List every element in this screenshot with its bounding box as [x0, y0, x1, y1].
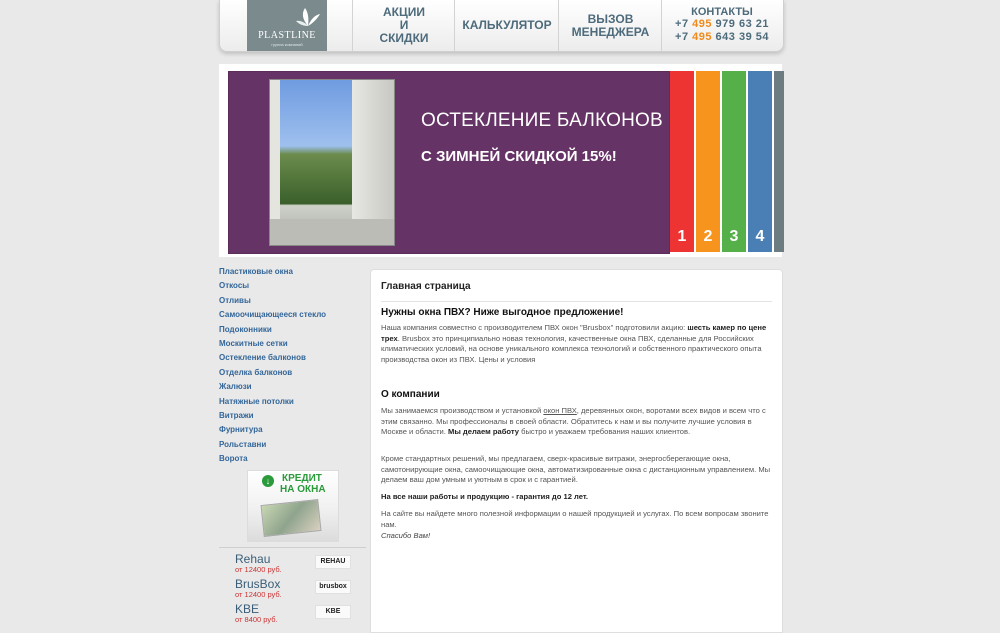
nav-promotions-line3: СКИДКИ [379, 31, 429, 45]
banner-subtitle: С ЗИМНЕЙ СКИДКОЙ 15%! [421, 148, 617, 165]
phone-1[interactable] [662, 18, 782, 31]
promo-slider [219, 64, 782, 257]
credit-banner[interactable] [247, 470, 339, 542]
slider-tab-3-label: 3 [729, 228, 739, 245]
brand-name: BrusBox [235, 577, 281, 591]
brand-item-brusbox[interactable] [219, 577, 366, 602]
banknotes-image [260, 499, 321, 537]
offer-heading: Нужны окна ПВХ? Ниже выгодное предложение! [381, 307, 624, 318]
sidebar-item-self-cleaning-glass[interactable]: Самоочищающееся стекло [219, 310, 327, 320]
sidebar-item-fittings[interactable]: Фурнитура [219, 425, 263, 435]
sidebar-item-drip-edges[interactable]: Отливы [219, 295, 251, 305]
sidebar-menu [219, 265, 366, 466]
brusbox-logo: brusbox [315, 580, 351, 594]
nav-call-manager-line2: МЕНЕДЖЕРА [571, 24, 650, 39]
phone-2-prefix: +7 [675, 31, 689, 43]
nav-calculator-label: КАЛЬКУЛЯТОР [462, 18, 552, 32]
slider-tab-1-label: 1 [677, 228, 687, 245]
sidebar-item-balcony-glazing[interactable]: Остекление балконов [219, 353, 306, 363]
arrow-down-icon: ↓ [262, 475, 274, 487]
kbe-logo: KBE [315, 605, 351, 619]
about-text-a: Мы занимаемся производством и установкой [381, 406, 544, 415]
about-text-bold: Мы делаем работу [448, 427, 520, 436]
sidebar-item-slopes[interactable]: Откосы [219, 281, 250, 291]
sidebar-item-stretch-ceilings[interactable]: Натяжные потолки [219, 396, 294, 406]
credit-line2: НА ОКНА [280, 484, 326, 495]
warranty-paragraph [381, 492, 773, 503]
brand-item-kbe[interactable] [219, 602, 366, 627]
about-paragraph [381, 406, 773, 438]
thanks-text: Спасибо Вам! [381, 531, 431, 540]
sidebar-item-balcony-finishing[interactable]: Отделка балконов [219, 367, 293, 377]
brand-name: Rehau [235, 552, 271, 566]
about-text-b: , деревянных окон, воротами всех видов и всем что с этим связанно. Мы профессионалы в своей области. Обратитесь к нам и вы получите лучшие условия в Москве и области. [381, 406, 766, 436]
sidebar-item-blinds[interactable]: Жалюзи [219, 382, 252, 392]
slider-tab-2-label: 2 [703, 228, 713, 245]
sidebar-divider [219, 547, 366, 548]
phone-2-code: 495 [692, 31, 712, 43]
nav-contacts[interactable] [661, 0, 782, 51]
about-text-d: быстро и уважаем требования наших клиентов. [519, 427, 691, 436]
balcony-photo [269, 79, 395, 246]
about-heading: О компании [381, 389, 440, 400]
slider-tab-edge [774, 71, 784, 252]
sidebar-item-plastic-windows[interactable]: Пластиковые окна [219, 267, 293, 276]
slider-tab-4[interactable] [748, 71, 772, 252]
solutions-paragraph: Кроме стандартных решений, мы предлагаем, сверх-красивые витражи, энергосберегающие окна, самотонирующие окна, самоочищающие окна, автоматизированные окна с дистанционным управлением. Мы делаем ваш дом умным и уютным в срок и с гарантией. [381, 454, 771, 484]
promo-banner[interactable] [228, 71, 670, 254]
offer-text-c: . Brusbox это принципиально новая технология, качественные окна ПВХ, сделанные для Российских климатических условий, на основе уникального комплекса технологий и собственного практического опыта производства окон из ПВХ. Цены и условия [381, 333, 762, 364]
brand-price: от 12400 руб. [235, 565, 282, 574]
rehau-logo: REHAU [315, 555, 351, 569]
slider-tab-2[interactable] [696, 71, 720, 252]
phone-1-number: 979 63 21 [715, 18, 769, 30]
nav-promotions[interactable] [352, 0, 455, 51]
slider-tab-3[interactable] [722, 71, 746, 252]
sidebar-item-roller-shutters[interactable]: Рольставни [219, 439, 267, 449]
credit-line1: КРЕДИТ [282, 473, 322, 484]
banner-title: ОСТЕКЛЕНИЕ БАЛКОНОВ [421, 110, 663, 131]
leaf-logo-icon [295, 4, 321, 28]
thanks-paragraph [381, 531, 773, 542]
logo-brand: PLASTLINE [258, 30, 316, 41]
nav-call-manager[interactable] [558, 0, 662, 51]
nav-promotions-line2: И [399, 18, 409, 32]
page-title: Главная страница [381, 281, 471, 292]
brand-list [219, 552, 366, 627]
slider-tabs [668, 71, 784, 252]
phone-2[interactable] [662, 31, 782, 44]
brand-price: от 8400 руб. [235, 615, 278, 624]
offer-paragraph [381, 323, 773, 365]
top-navigation [219, 0, 784, 52]
brand-price: от 12400 руб. [235, 590, 282, 599]
sidebar-item-mosquito-nets[interactable]: Москитные сетки [219, 338, 288, 348]
window-sill [270, 219, 394, 245]
phone-2-number: 643 39 54 [715, 31, 769, 43]
brand-name: KBE [235, 602, 260, 616]
warranty-text: На все наши работы и продукцию - гарантия до 12 лет. [381, 492, 589, 501]
nav-call-manager-line1: ВЫЗОВ [587, 11, 634, 26]
sidebar-item-stained-glass[interactable]: Витражи [219, 410, 254, 420]
logo-subtitle: группа компаний [271, 42, 303, 47]
offer-text-bold: шесть камер по цене трех [381, 323, 767, 343]
offer-text-a: Наша компания совместно с производителем ПВХ окон "Brusbox" подготовили акцию: [381, 323, 688, 332]
phone-1-prefix: +7 [675, 18, 689, 30]
info-paragraph: На сайте вы найдете много полезной информации о нашей продукцией и услугах. По всем вопросам звоните нам. [381, 509, 769, 529]
title-divider [381, 301, 772, 302]
nav-promotions-line1: АКЦИИ [382, 5, 425, 19]
nav-calculator[interactable] [454, 0, 559, 51]
pvc-windows-link[interactable]: окон ПВХ [543, 406, 577, 415]
brand-item-rehau[interactable] [219, 552, 366, 577]
sidebar-item-window-sills[interactable]: Подоконники [219, 324, 272, 334]
sidebar-item-gates[interactable]: Ворота [219, 454, 248, 464]
contacts-title: КОНТАКТЫ [691, 6, 753, 18]
phone-1-code: 495 [692, 18, 712, 30]
slider-tab-4-label: 4 [755, 228, 765, 245]
site-logo[interactable] [247, 0, 327, 51]
sidebar [219, 265, 366, 624]
slider-tab-1[interactable] [670, 71, 694, 252]
main-content [370, 269, 783, 633]
